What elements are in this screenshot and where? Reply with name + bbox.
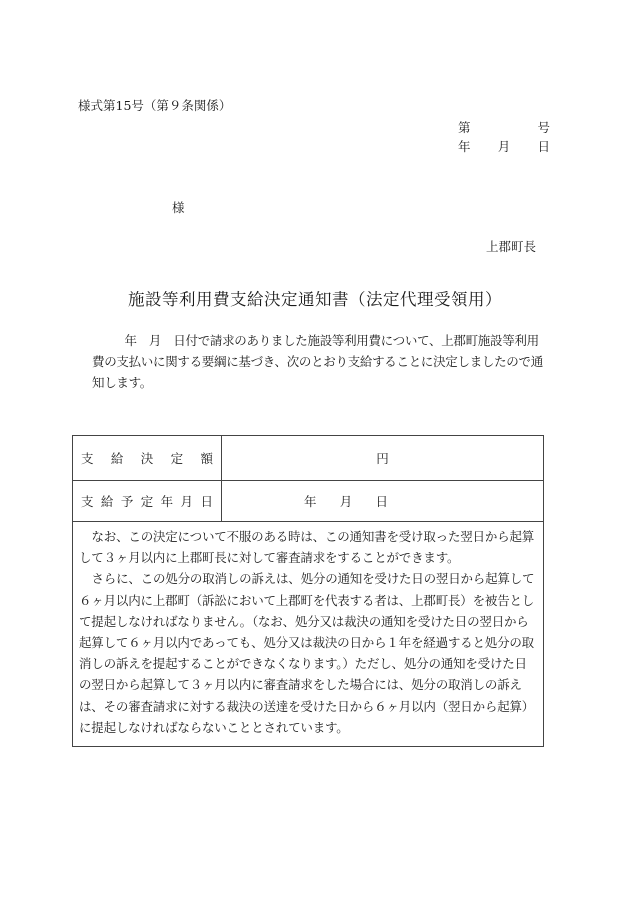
payment-date-value-cell	[222, 481, 543, 521]
payment-month: 月	[339, 494, 353, 509]
payment-date-label	[81, 492, 213, 510]
label-char: 定	[170, 451, 184, 466]
appeal-notice: なお、この決定について不服のある時は、この通知書を受け取った翌日から起算して３ヶ月以内に上郡町長に対して審査請求をすることができます。	[79, 529, 535, 566]
label-char: 額	[200, 451, 213, 466]
number-prefix: 第	[458, 120, 471, 135]
lawsuit-notice: さらに、この処分の取消しの訴えは、処分の通知を受けた日の翌日から起算して６ヶ月以内に上郡町（訴訟において上郡町を代表する者は、上郡町長）を被告として提起しなければなりません。（なお、処分又は裁決の通知を受けた日の翌日から起算して６ヶ月以内であっても、処分又は裁決の日から１年を経過すると処分の取消しの訴えを提起することができなくなります。）ただし、処分の通知を受けた日の翌日から起算して３ヶ月以内に審査請求をした場合には、処分の取消しの訴えは、その審査請求に対する裁決の送達を受けた日から６ヶ月以内（翌日から起算）に提起しなければならないこととされています。	[79, 571, 535, 735]
payment-year: 年	[304, 494, 317, 509]
amount-label	[81, 449, 213, 467]
label-char: 支	[81, 494, 94, 509]
body-paragraph	[92, 330, 550, 393]
payment-date-label-cell	[73, 481, 222, 521]
label-char: 給	[100, 494, 114, 509]
label-char: 年	[160, 494, 174, 509]
label-char: 予	[120, 494, 134, 509]
document-date-line	[458, 137, 550, 155]
amount-unit: 円	[376, 451, 389, 466]
payment-day: 日	[375, 494, 388, 509]
document-number-line	[458, 118, 550, 136]
decision-table	[72, 435, 544, 747]
label-char: 決	[140, 451, 154, 466]
number-suffix: 号	[537, 120, 550, 135]
payment-date-fields	[304, 492, 388, 510]
form-number-label: 様式第15号（第９条関係）	[78, 98, 232, 113]
date-day: 日	[537, 139, 550, 154]
label-char: 定	[140, 494, 154, 509]
date-year: 年	[458, 139, 471, 154]
addressee-honorific: 様	[172, 200, 185, 215]
label-char: 支	[81, 451, 94, 466]
label-char: 給	[110, 451, 124, 466]
payment-date-row	[73, 481, 543, 522]
date-month: 月	[497, 139, 511, 154]
amount-value-cell	[222, 436, 543, 480]
body-text: 年 月 日付で請求のありました施設等利用費について、上郡町施設等利用費の支払いに関する要綱に基づき、次のとおり支給することに決定しましたので通知します。	[92, 333, 543, 390]
amount-label-cell	[73, 436, 222, 480]
label-char: 月	[180, 494, 194, 509]
notice-text	[79, 526, 537, 738]
amount-row	[73, 436, 543, 481]
document-title: 施設等利用費支給決定通知書（法定代理受領用）	[128, 290, 502, 309]
label-char: 日	[200, 494, 213, 509]
issuer-name: 上郡町長	[486, 239, 537, 254]
